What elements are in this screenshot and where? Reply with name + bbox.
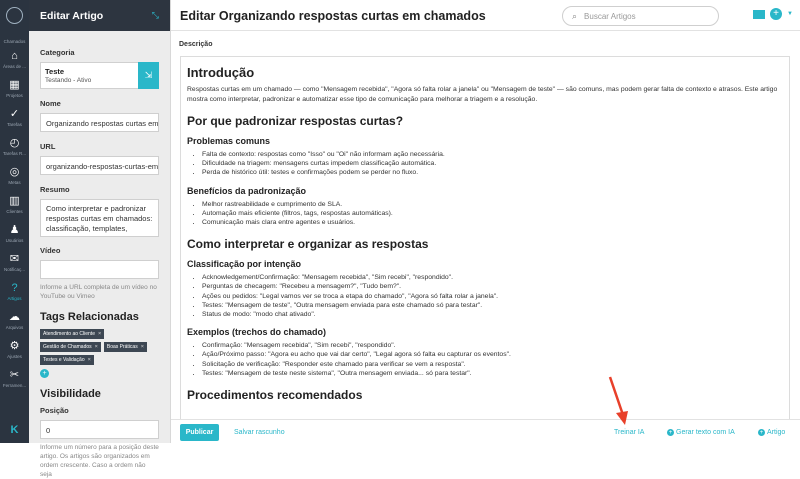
name-label: Nome <box>40 99 61 108</box>
tag-chip[interactable] <box>40 329 104 339</box>
collapse-icon[interactable]: ⤡ <box>151 10 159 20</box>
nav-item-target[interactable] <box>0 161 29 190</box>
nav-item-label: Chamados <box>3 39 26 44</box>
examples-heading: Exemplos (trechos do chamado) <box>187 327 327 338</box>
list-item: • Perda de histórico útil: testes e confirmações podem se perder no fluxo. <box>202 168 783 177</box>
remove-tag-icon[interactable]: × <box>140 344 144 350</box>
nav-item-settings[interactable] <box>0 335 29 364</box>
building-icon: ▥ <box>9 195 20 207</box>
train-ia-button[interactable]: Treinar IA <box>614 429 645 436</box>
open-category-icon[interactable]: ⇲ <box>138 62 159 89</box>
left-nav <box>0 0 29 443</box>
video-label: Vídeo <box>40 246 61 255</box>
add-article-label: Artigo <box>767 429 786 436</box>
nav-item-check[interactable] <box>0 103 29 132</box>
nav-item-label: Usuários <box>5 238 24 243</box>
clock-check-icon: ◴ <box>9 137 20 149</box>
list-item: • Melhor rastreabilidade e cumprimento de SLA. <box>202 200 783 209</box>
nav-item-tools[interactable] <box>0 364 29 393</box>
notification-icon: ✉ <box>9 253 20 265</box>
nav-item-label: Tarefas <box>7 122 22 127</box>
category-label: Categoria <box>40 48 75 57</box>
list-item: • Dificuldade na triagem: mensagens curtas impedem classificação automática. <box>202 159 783 168</box>
remove-tag-icon[interactable]: × <box>94 344 98 350</box>
position-input[interactable]: 0 <box>40 420 159 439</box>
nav-item-building[interactable] <box>0 190 29 219</box>
list-item: • Confirmação: "Mensagem recebida", "Sim recebi", "respondido". <box>202 341 783 350</box>
tag-label: Boas Práticas <box>106 344 138 350</box>
description-editor[interactable] <box>180 56 790 419</box>
classification-list <box>187 273 783 319</box>
related-tags-title: Tags Relacionadas <box>40 311 139 323</box>
edit-article-panel <box>29 0 171 478</box>
page-title: Editar Organizando respostas curtas em chamados <box>180 9 486 23</box>
how-heading: Como interpretar e organizar as respostas <box>187 237 429 252</box>
nav-item-clock-check[interactable] <box>0 132 29 161</box>
summary-label: Resumo <box>40 185 70 194</box>
cloud-icon: ☁ <box>9 311 20 323</box>
list-item: • Acknowledgement/Confirmação: "Mensagem recebida", "Sim recebi", "respondido". <box>202 273 783 282</box>
plus-circle-icon: + <box>668 429 673 436</box>
video-input[interactable] <box>40 260 159 279</box>
list-item: • Ação/Próximo passo: "Agora eu acho que vai dar certo", "Legal agora só falta eu capturar os eventos". <box>202 350 783 359</box>
remove-tag-icon[interactable]: × <box>97 331 102 337</box>
why-heading: Por que padronizar respostas curtas? <box>187 114 404 128</box>
add-icon[interactable]: + <box>770 8 782 20</box>
description-label: Descrição <box>179 41 213 48</box>
url-input[interactable]: organizando-respostas-curtas-em <box>40 156 159 175</box>
list-item: • Testes: "Mensagem de teste neste sistema", "Outra mensagem enviada... só para testar". <box>202 369 783 378</box>
tags-list <box>40 329 165 365</box>
problems-list <box>187 150 783 178</box>
nav-item-cloud[interactable] <box>0 306 29 335</box>
nav-item-label: Projetos <box>6 93 23 98</box>
position-label: Posição <box>40 406 69 415</box>
nav-item-label: Artigos <box>7 296 22 301</box>
benefits-list <box>187 200 783 228</box>
tag-label: Gestão de Chamados <box>43 344 92 350</box>
main-header <box>171 0 800 31</box>
help-icon: ? <box>11 282 18 294</box>
tag-chip[interactable] <box>40 355 94 365</box>
intro-heading: Introdução <box>187 65 255 80</box>
list-item: • Perguntas de checagem: "Recebeu a mensagem?", "Tudo bem?". <box>202 282 783 291</box>
home-icon: ⌂ <box>11 50 18 62</box>
editor-footer <box>171 419 800 443</box>
list-item: • Testes: "Mensagem de teste", "Outra mensagem enviada para este chamado só para testar". <box>202 301 783 310</box>
panel-title: Editar Artigo <box>40 9 104 22</box>
tag-chip[interactable] <box>40 342 101 352</box>
nav-item-label: Ferramen... <box>2 383 27 388</box>
add-tag-button[interactable]: + <box>40 369 49 378</box>
tag-label: Atendimento ao Cliente <box>43 331 95 337</box>
publish-button[interactable]: Publicar <box>180 424 219 441</box>
avatar-icon <box>6 7 23 24</box>
settings-icon: ⚙ <box>9 340 20 352</box>
video-hint: Informe a URL completa de um vídeo no YouTube ou Vimeo <box>40 284 157 300</box>
generate-ia-button[interactable] <box>667 429 735 436</box>
position-hint: Informe um número para a posição deste artigo. Os artigos são organizados em ordem crescente. Caso a ordem não seja <box>40 444 159 478</box>
nav-item-label: Clientes <box>6 209 23 214</box>
nav-item-label: Ajustes <box>7 354 22 359</box>
nav-item-help[interactable] <box>0 277 29 306</box>
nav-item-projects[interactable] <box>0 74 29 103</box>
users-icon: ♟ <box>9 224 20 236</box>
search-icon: ⌕ <box>572 10 578 21</box>
category-subtitle: Testando - Ativo <box>45 77 92 84</box>
nav-item-label: Tarefas R... <box>2 151 26 156</box>
nav-item-label: Áreas de ... <box>2 64 26 69</box>
benefits-heading: Benefícios da padronização <box>187 185 307 196</box>
remove-tag-icon[interactable]: × <box>87 357 91 363</box>
projects-icon: ▦ <box>9 79 20 91</box>
nav-item-label: Metas <box>8 180 21 185</box>
list-item: • Status de modo: "modo chat ativado". <box>202 310 783 319</box>
list-item: • Comunicação mais clara entre agentes e usuários. <box>202 218 783 227</box>
url-label: URL <box>40 142 56 151</box>
panel-header <box>29 0 170 31</box>
list-item: • Falta de contexto: respostas como "Isso" ou "Oi" não informam ação necessária. <box>202 150 783 159</box>
nav-item-users[interactable] <box>0 219 29 248</box>
search-placeholder: Buscar Artigos <box>584 11 636 21</box>
summary-textarea[interactable]: Como interpretar e padronizar respostas curtas em chamados: classificação, templates, <box>40 199 159 237</box>
category-title: Teste <box>45 67 65 76</box>
target-icon: ◎ <box>9 166 20 178</box>
list-item: • Solicitação de verificação: "Responder este chamado para verificar se vem a resposta". <box>202 360 783 369</box>
add-article-button[interactable] <box>758 429 785 436</box>
list-item: • Automação mais eficiente (filtros, tags, respostas automáticas). <box>202 209 783 218</box>
tools-icon: ✂ <box>9 369 20 381</box>
procedures-heading: Procedimentos recomendados <box>187 388 363 403</box>
name-input[interactable]: Organizando respostas curtas em <box>40 113 159 132</box>
search-input[interactable] <box>562 6 719 26</box>
generate-ia-label: Gerar texto com IA <box>676 429 735 436</box>
chevron-down-icon[interactable]: ▼ <box>787 11 793 17</box>
list-item: • Ações ou pedidos: "Legal vamos ver se troca a etapa do chamado", "Agora só falta rolar a janela". <box>202 292 783 301</box>
classification-heading: Classificação por intenção <box>187 259 302 270</box>
tag-chip[interactable] <box>104 342 147 352</box>
visibility-title: Visibilidade <box>40 388 101 400</box>
nav-item-label: Notificaç... <box>3 267 25 272</box>
check-icon: ✓ <box>9 108 20 120</box>
examples-list <box>187 341 783 378</box>
problems-heading: Problemas comuns <box>187 136 271 146</box>
user-avatar[interactable] <box>0 0 29 31</box>
nav-item-home[interactable] <box>0 45 29 74</box>
nav-item-label: Arquivos <box>5 325 24 330</box>
plus-circle-icon: + <box>759 429 764 436</box>
nav-item-notification[interactable] <box>0 248 29 277</box>
app-logo: K <box>10 424 19 436</box>
save-draft-button[interactable]: Salvar rascunho <box>234 429 285 436</box>
intro-paragraph: Respostas curtas em um chamado — como "Mensagem recebida", "Agora só falta rolar a janela" ou "Mensagem de teste" — são comuns, mas podem gerar falta de contexto e atrasos. Este artigo mostra como interpretar, padronizar e automatizar esse tipo de comunicação para melhorar a triagem e a resolução. <box>187 86 778 103</box>
tag-label: Testes e Validação <box>43 357 85 363</box>
category-selector[interactable] <box>40 62 159 89</box>
mail-icon[interactable] <box>753 10 765 19</box>
